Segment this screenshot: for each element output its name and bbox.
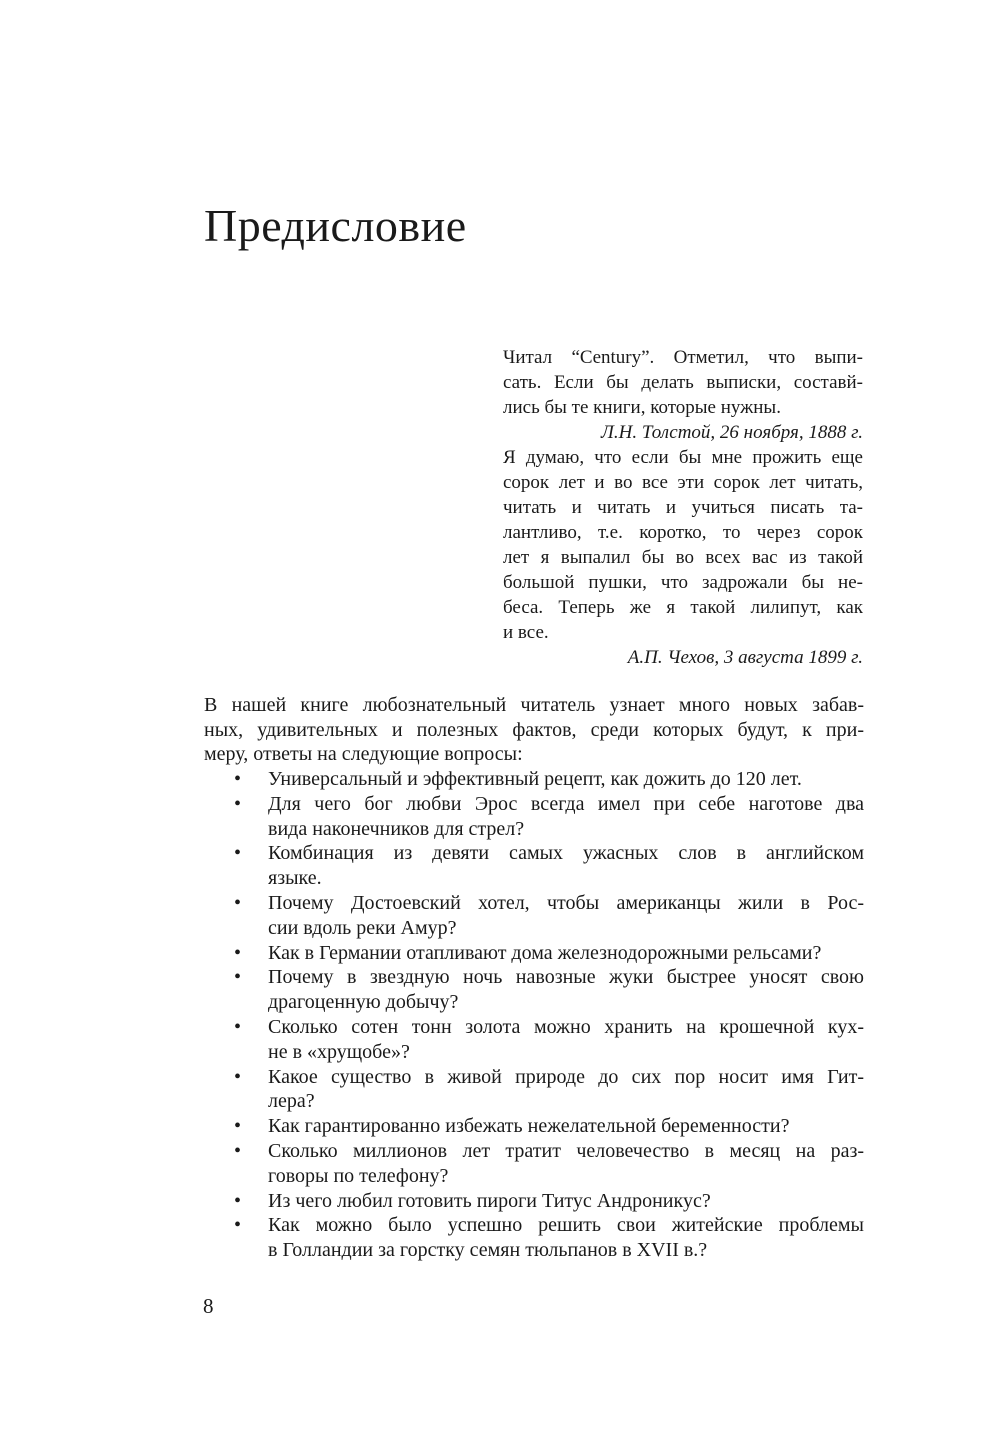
list-item-line: языке. [268, 867, 322, 890]
bullet-icon: • [234, 1065, 242, 1088]
bullet-icon: • [234, 1189, 242, 1212]
epigraph-line: беса. Теперь же я такой лилипут, как [503, 597, 863, 618]
epigraph-chekhov [503, 445, 863, 670]
epigraph-text [503, 445, 863, 645]
list-item-line: Какое существо в живой природе до сих пор носит имя Гит- [268, 1065, 864, 1088]
list-item-line: не в «хрущобе»? [268, 1040, 410, 1063]
bullet-icon: • [234, 842, 242, 865]
bullet-icon: • [234, 1139, 242, 1162]
list-item-line: лера? [268, 1090, 315, 1113]
epigraph-source: А.П. Чехов, 3 августа 1899 г. [627, 647, 863, 668]
epigraph-source: Л.Н. Толстой, 26 ноября, 1888 г. [601, 422, 863, 443]
list-item-line: вида наконечников для стрел? [268, 817, 525, 840]
list-item-line: Сколько миллионов лет тратит человечество в месяц на раз- [268, 1139, 864, 1162]
intro-line: В нашей книге любознательный читатель узнает много новых забав- [204, 694, 864, 716]
list-item-line: говоры по телефону? [268, 1164, 449, 1187]
epigraph-line: Читал “Century”. Отметил, что выпи- [503, 347, 863, 368]
list-item-line: Из чего любил готовить пироги Титус Андроникус? [268, 1189, 711, 1212]
bullet-icon: • [234, 1214, 242, 1237]
list-item [204, 1015, 864, 1065]
epigraph-line: и все. [503, 622, 549, 643]
epigraph-line: лись бы те книги, которые нужны. [503, 397, 781, 418]
list-item [204, 1065, 864, 1115]
bullet-icon: • [234, 1115, 242, 1138]
bullet-icon: • [234, 891, 242, 914]
list-item-line: Как гарантированно избежать нежелательной беременности? [268, 1115, 790, 1138]
list-item [204, 767, 864, 792]
page-title: Предисловие [204, 200, 467, 251]
list-item-line: Как можно было успешно решить свои житейские проблемы [268, 1214, 864, 1237]
epigraph-line: сать. Если бы делать выписки, составй- [503, 372, 863, 393]
list-item-line: Почему Достоевский хотел, чтобы американцы жили в Рос- [268, 891, 864, 914]
epigraph-line: сорок лет и во все эти сорок лет читать, [503, 472, 863, 493]
bullet-icon: • [234, 792, 242, 815]
list-item [204, 792, 864, 842]
list-item-line: Как в Германии отапливают дома железнодорожными рельсами? [268, 941, 822, 964]
questions-list [204, 767, 864, 1263]
list-item-line: сии вдоль реки Амур? [268, 916, 457, 939]
list-item [204, 891, 864, 941]
list-item-line: Универсальный и эффективный рецепт, как дожить до 120 лет. [268, 768, 802, 790]
list-item [204, 1139, 864, 1189]
epigraph-line: большой пушки, что задрожали бы не- [503, 572, 863, 593]
bullet-icon: • [234, 941, 242, 964]
list-item [204, 1114, 864, 1139]
epigraph-text [503, 345, 863, 420]
list-item-line: драгоценную добычу? [268, 991, 459, 1014]
intro-paragraph [204, 693, 864, 767]
list-item-line: Для чего бог любви Эрос всегда имел при себе наготове два [268, 792, 864, 815]
list-item [204, 941, 864, 966]
bullet-icon: • [234, 1015, 242, 1038]
epigraph-tolstoy [503, 345, 863, 445]
intro-line: ных, удивительных и полезных фактов, среди которых будут, к при- [204, 718, 864, 741]
bullet-icon: • [234, 768, 242, 790]
list-item-line: в Голландии за горстку семян тюльпанов в XVII в.? [268, 1239, 708, 1262]
list-item [204, 841, 864, 891]
list-item [204, 1189, 864, 1214]
list-item-line: Сколько сотен тонн золота можно хранить на крошечной кух- [268, 1015, 864, 1038]
bullet-icon: • [234, 966, 242, 989]
epigraph-line: лет я выпалил бы во всех вас из такой [503, 547, 863, 568]
list-item-line: Комбинация из девяти самых ужасных слов в английском [268, 842, 864, 865]
list-item-line: Почему в звездную ночь навозные жуки быстрее уносят свою [268, 966, 864, 989]
list-item [204, 1213, 864, 1263]
epigraph-line: Я думаю, что если бы мне прожить еще [503, 447, 863, 468]
intro-line: меру, ответы на следующие вопросы: [204, 743, 523, 765]
epigraph-line: лантливо, т.е. коротко, то через сорок [503, 522, 863, 543]
epigraph-line: читать и читать и учиться писать та- [503, 497, 863, 518]
list-item [204, 965, 864, 1015]
page-number: 8 [203, 1294, 214, 1318]
